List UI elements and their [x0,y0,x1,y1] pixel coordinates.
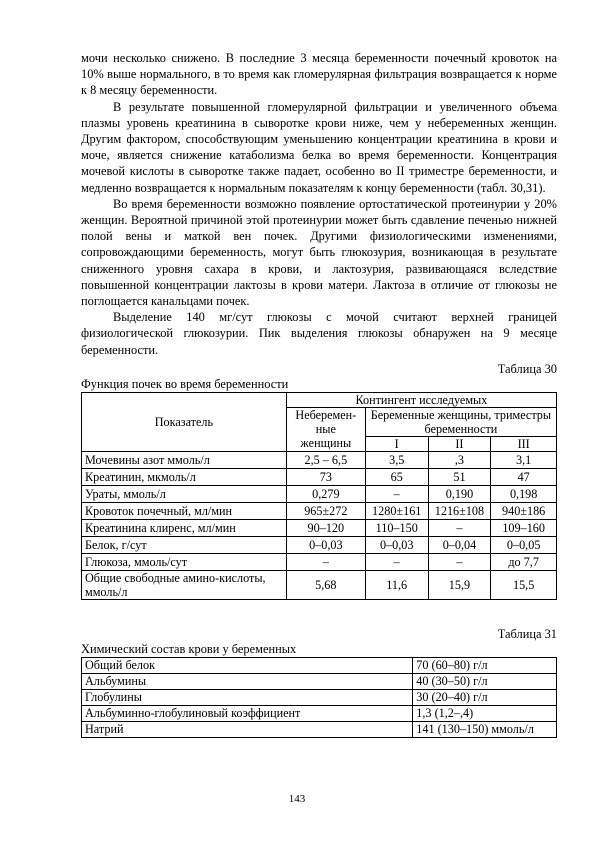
page-content [81,50,557,738]
header-trimester-2: II [428,436,491,451]
paragraph-1: мочи несколько снижено. В последние 3 месяца беременности почечный кровоток на 10% выше нормального, в то время как гломерулярная фильтрация возвращается к норме к 8 месяцу беременности. [81,51,557,98]
table-cell: 47 [491,468,557,485]
table-cell: 90–120 [286,519,365,536]
page-number: 143 [288,793,306,805]
table-row [82,502,557,519]
table-cell: 70 (60–80) г/л [413,657,557,673]
table-cell: 2,5 – 6,5 [286,451,365,468]
row-label: Общие свободные амино-кислоты, ммоль/л [82,570,287,599]
table-row [82,519,557,536]
table-row [82,673,557,689]
table-cell: 15,5 [491,570,557,599]
table-cell: 141 (130–150) ммоль/л [413,721,557,737]
table-cell: ,3 [428,451,491,468]
row-label: Кровоток почечный, мл/мин [82,502,287,519]
table-cell: – [286,553,365,570]
table-cell: 65 [365,468,428,485]
table-cell: 0,279 [286,485,365,502]
paragraph-3: Во время беременности возможно появление ортостатической протеинурии у 20% женщин. Вероятной причиной этой протеинурии может быть сдавление печенью нижней полой вены и маткой вен почек. Другими физиологическими изменениями, сопровождающими беременность, могут быть глюкозурия, возникающая в результате сниженного уровня сахара в крови, и лактозурия, развивающаяся вследствие повышенной концентрации лактозы в крови матери. Лактоза в отличие от глюкозы не поглощается канальцами почек. [81,196,557,309]
table-30-caption: Функция почек во время беременности [81,376,289,391]
header-contingent: Контингент исследуемых [286,392,556,407]
table-cell: 15,9 [428,570,491,599]
row-label: Натрий [82,721,413,737]
row-label: Альбуминно-глобулиновый коэффициент [82,705,413,721]
table-cell: 51 [428,468,491,485]
table-row [82,689,557,705]
header-trimester-3: III [491,436,557,451]
table-cell: – [428,553,491,570]
table-cell: 0,190 [428,485,491,502]
paragraph-2: В результате повышенной гломерулярной фильтрации и увеличенного объема плазмы уровень креатинина в сыворотке крови ниже, чем у небеременных женщин. Другим фактором, способствующим уменьшению концентрации креатинина в крови и моче, является снижение катаболизма белка во время беременности. Концентрация мочевой кислоты в сыворотке также падает, особенно во II триместре беременности, и медленно возвращается к нормальным показателям к концу беременности (табл. 30,31). [81,99,557,195]
row-label: Мочевины азот ммоль/л [82,451,287,468]
row-label: Альбумины [82,673,413,689]
row-label: Общий белок [82,657,413,673]
table-cell: 965±272 [286,502,365,519]
table-cell: до 7,7 [491,553,557,570]
kidney-function-table [81,392,557,600]
table-row [82,553,557,570]
row-label: Глюкоза, ммоль/сут [82,553,287,570]
header-pregnant: Беременные женщины, триместры беременности [365,407,556,436]
table-cell: – [365,485,428,502]
table-cell: 1280±161 [365,502,428,519]
table-30-number: Таблица 30 [497,361,557,376]
table-cell: 11,6 [365,570,428,599]
table-cell: 110–150 [365,519,428,536]
row-label: Креатинина клиренс, мл/мин [82,519,287,536]
table-cell: 30 (20–40) г/л [413,689,557,705]
table-header-row [82,392,557,407]
table-cell: 73 [286,468,365,485]
table-row [82,468,557,485]
table-31-number: Таблица 31 [497,626,557,641]
table-31-caption: Химический состав крови у беременных [81,641,297,656]
row-label: Глобулины [82,689,413,705]
table-row [82,705,557,721]
paragraph-4: Выделение 140 мг/сут глюкозы с мочой считают верхней границей физиологической глюкозурии. Пик выделения глюкозы обнаружен на 9 месяце беременности. [81,310,557,357]
row-label: Креатинин, мкмоль/л [82,468,287,485]
table-cell: 0–0,03 [365,536,428,553]
table-cell: 1216±108 [428,502,491,519]
blood-composition-table [81,657,557,738]
table-row [82,657,557,673]
table-cell: 0–0,04 [428,536,491,553]
row-label: Белок, г/сут [82,536,287,553]
table-cell: 1,3 (1,2–,4) [413,705,557,721]
table-cell: – [365,553,428,570]
table-cell: 0–0,05 [491,536,557,553]
row-label: Ураты, ммоль/л [82,485,287,502]
table-cell: 40 (30–50) г/л [413,673,557,689]
table-row [82,536,557,553]
header-indicator: Показатель [82,392,287,451]
table-cell: 0–0,03 [286,536,365,553]
table-cell: 3,1 [491,451,557,468]
table-cell: – [428,519,491,536]
table-row [82,570,557,599]
table-cell: 5,68 [286,570,365,599]
table-row [82,451,557,468]
table-cell: 940±186 [491,502,557,519]
table-cell: 109–160 [491,519,557,536]
header-nonpregnant: Неберемен-ные женщины [286,407,365,451]
table-row [82,485,557,502]
table-cell: 0,198 [491,485,557,502]
header-trimester-1: I [365,436,428,451]
table-row [82,721,557,737]
table-cell: 3,5 [365,451,428,468]
